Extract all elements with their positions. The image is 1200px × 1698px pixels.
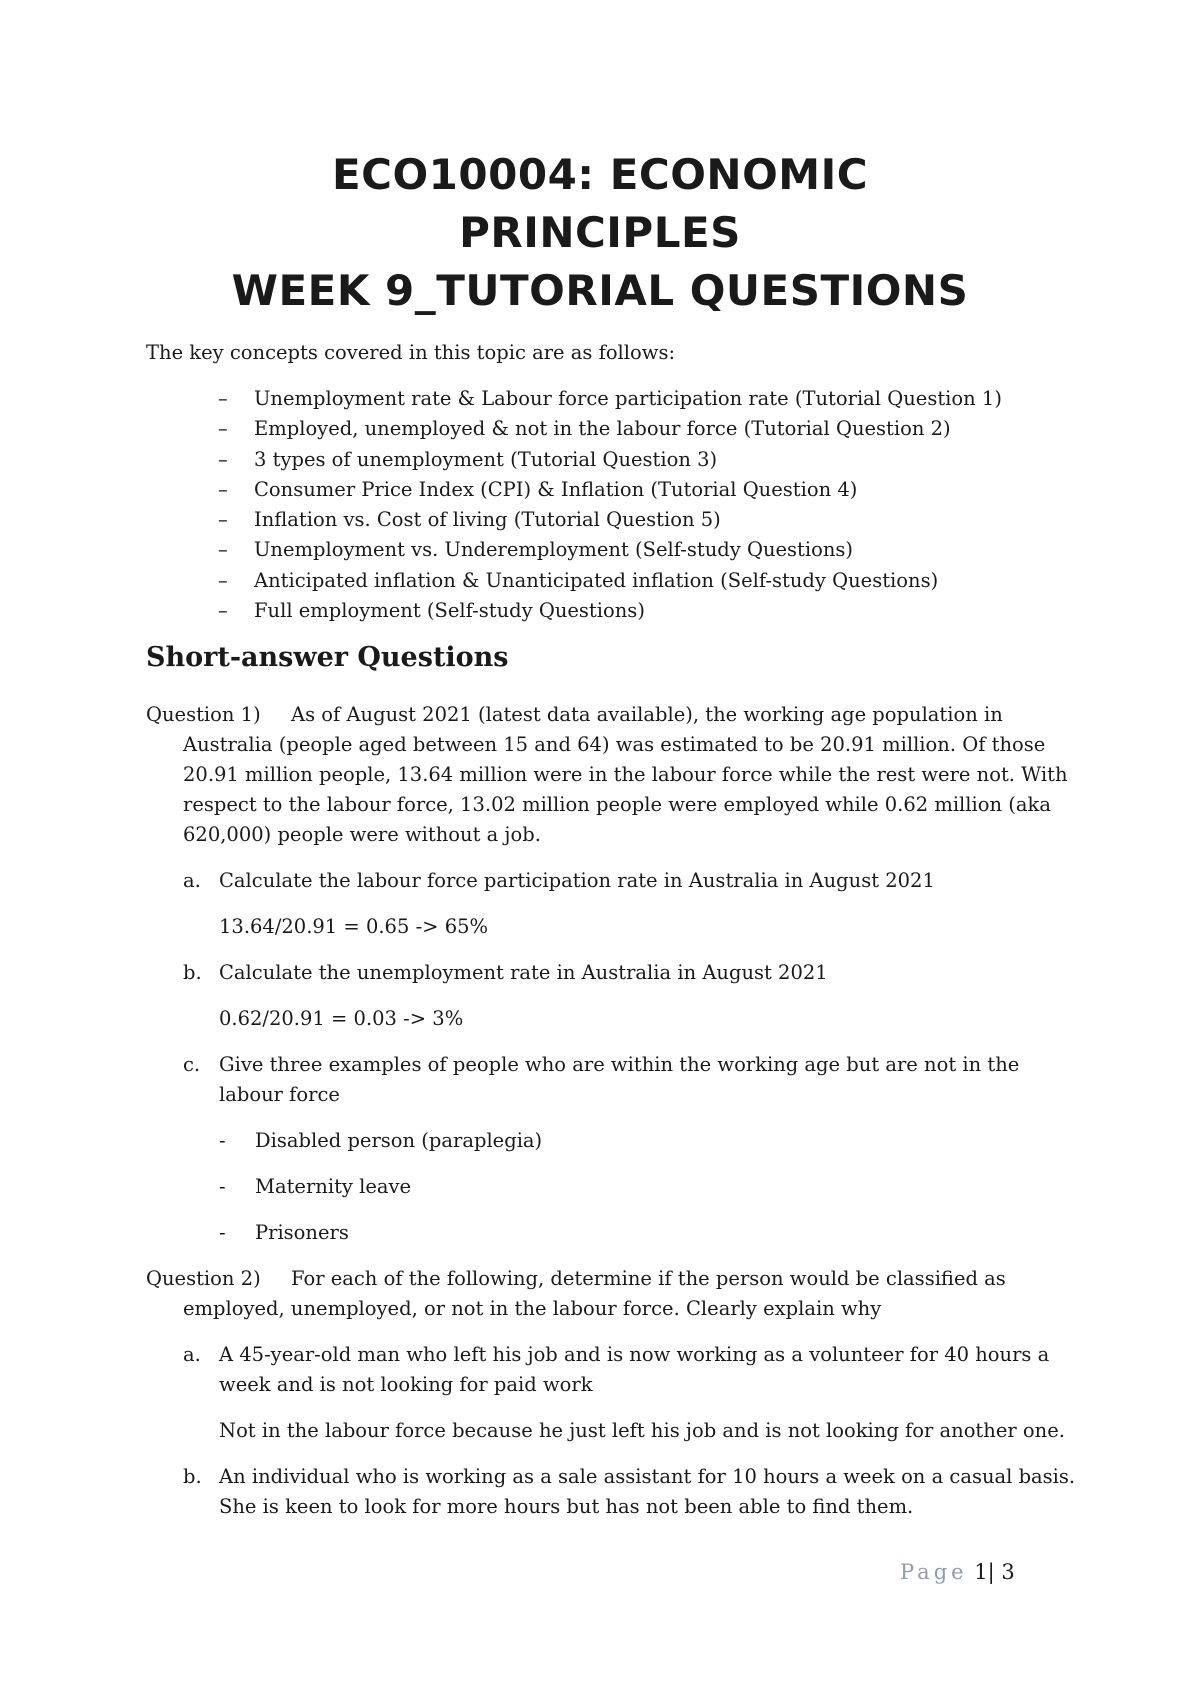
dash-marker: – xyxy=(218,417,228,441)
dash-marker: – xyxy=(218,477,228,501)
part-a-letter: a. xyxy=(183,869,201,892)
part-a-answer: 13.64/20.91 = 0.65 -> 65% xyxy=(219,915,489,938)
dash-marker: – xyxy=(218,568,228,592)
section-heading: Short-answer Questions xyxy=(146,642,509,673)
concept-item xyxy=(146,475,1002,505)
question-1-text-line: Australia (people aged between 15 and 64) was estimated to be 20.91 million. Of those xyxy=(183,733,1046,756)
intro-text: The key concepts covered in this topic are as follows: xyxy=(146,341,676,364)
part-b-question-line: She is keen to look for more hours but has not been able to find them. xyxy=(219,1495,914,1518)
concept-text: Unemployment vs. Underemployment (Self-study Questions) xyxy=(254,538,854,562)
concept-item xyxy=(146,414,1002,444)
part-a-question-line: A 45-year-old man who left his job and is now working as a volunteer for 40 hours a xyxy=(219,1343,1050,1366)
key-concepts-list xyxy=(146,384,1002,626)
part-a-question: Calculate the labour force participation rate in Australia in August 2021 xyxy=(219,869,935,892)
question-1-text-line: As of August 2021 (latest data available), the working age population in xyxy=(291,703,1003,726)
title-line-3: WEEK 9_TUTORIAL QUESTIONS xyxy=(231,266,969,315)
bullet-marker: - xyxy=(219,1129,226,1152)
document-title xyxy=(0,146,1200,320)
bullet-marker: - xyxy=(219,1175,226,1198)
part-b-answer: 0.62/20.91 = 0.03 -> 3% xyxy=(219,1007,464,1030)
dash-marker: – xyxy=(218,387,228,410)
part-c-letter: c. xyxy=(183,1053,201,1076)
question-1-text-line: 20.91 million people, 13.64 million were in the labour force while the rest were not. With xyxy=(183,763,1068,786)
part-a-question-line: week and is not looking for paid work xyxy=(219,1373,593,1396)
concept-item xyxy=(146,535,1002,565)
page-word: Page xyxy=(900,1560,968,1584)
example-item: Prisoners xyxy=(255,1221,349,1244)
part-b-question-line: An individual who is working as a sale assistant for 10 hours a week on a casual basis. xyxy=(219,1465,1076,1488)
part-b-letter: b. xyxy=(183,961,202,984)
example-item: Maternity leave xyxy=(255,1175,412,1198)
concept-text: Employed, unemployed & not in the labour force (Tutorial Question 2) xyxy=(254,417,951,441)
part-a-letter: a. xyxy=(183,1343,201,1366)
concept-text: Unemployment rate & Labour force participation rate (Tutorial Question 1) xyxy=(254,387,1002,410)
dash-marker: – xyxy=(218,599,228,623)
question-2-text-line: employed, unemployed, or not in the labour force. Clearly explain why xyxy=(183,1297,882,1320)
question-1-text-line: 620,000) people were without a job. xyxy=(183,823,541,846)
concept-text: Inflation vs. Cost of living (Tutorial Question 5) xyxy=(254,508,721,532)
concept-text: Anticipated inflation & Unanticipated inflation (Self-study Questions) xyxy=(254,568,939,592)
example-item: Disabled person (paraplegia) xyxy=(255,1129,543,1152)
part-b-question: Calculate the unemployment rate in Australia in August 2021 xyxy=(219,961,828,984)
concept-item xyxy=(146,596,1002,626)
dash-marker: – xyxy=(218,538,228,562)
dash-marker: – xyxy=(218,447,228,471)
page-footer xyxy=(900,1560,1015,1584)
part-c-question-line: labour force xyxy=(219,1083,340,1106)
concept-text: Consumer Price Index (CPI) & Inflation (Tutorial Question 4) xyxy=(254,477,858,501)
concept-item xyxy=(146,505,1002,535)
part-b-letter: b. xyxy=(183,1465,202,1488)
question-2-first-line xyxy=(146,1264,1006,1294)
page-number: 1 xyxy=(974,1560,988,1584)
concept-text: 3 types of unemployment (Tutorial Question 3) xyxy=(254,447,718,471)
question-1-first-line xyxy=(146,700,1003,730)
title-line-1: ECO10004: ECONOMIC xyxy=(331,150,869,199)
page-separator: | xyxy=(987,1560,995,1584)
concept-item xyxy=(146,445,1002,475)
concept-text: Full employment (Self-study Questions) xyxy=(254,599,645,623)
dash-marker: – xyxy=(218,508,228,532)
title-line-2: PRINCIPLES xyxy=(459,208,741,257)
part-c-question-line: Give three examples of people who are within the working age but are not in the xyxy=(219,1053,1020,1076)
part-a-answer: Not in the labour force because he just left his job and is not looking for another one. xyxy=(219,1419,1065,1442)
bullet-marker: - xyxy=(219,1221,226,1244)
question-2-text-line: For each of the following, determine if the person would be classified as xyxy=(291,1267,1006,1290)
concept-item xyxy=(146,566,1002,596)
question-2-label: Question 2) xyxy=(146,1267,261,1290)
question-1-text-line: respect to the labour force, 13.02 million people were employed while 0.62 million (aka xyxy=(183,793,1051,816)
concept-item xyxy=(146,384,1002,414)
page-total: 3 xyxy=(1001,1560,1015,1584)
question-1-label: Question 1) xyxy=(146,703,261,726)
